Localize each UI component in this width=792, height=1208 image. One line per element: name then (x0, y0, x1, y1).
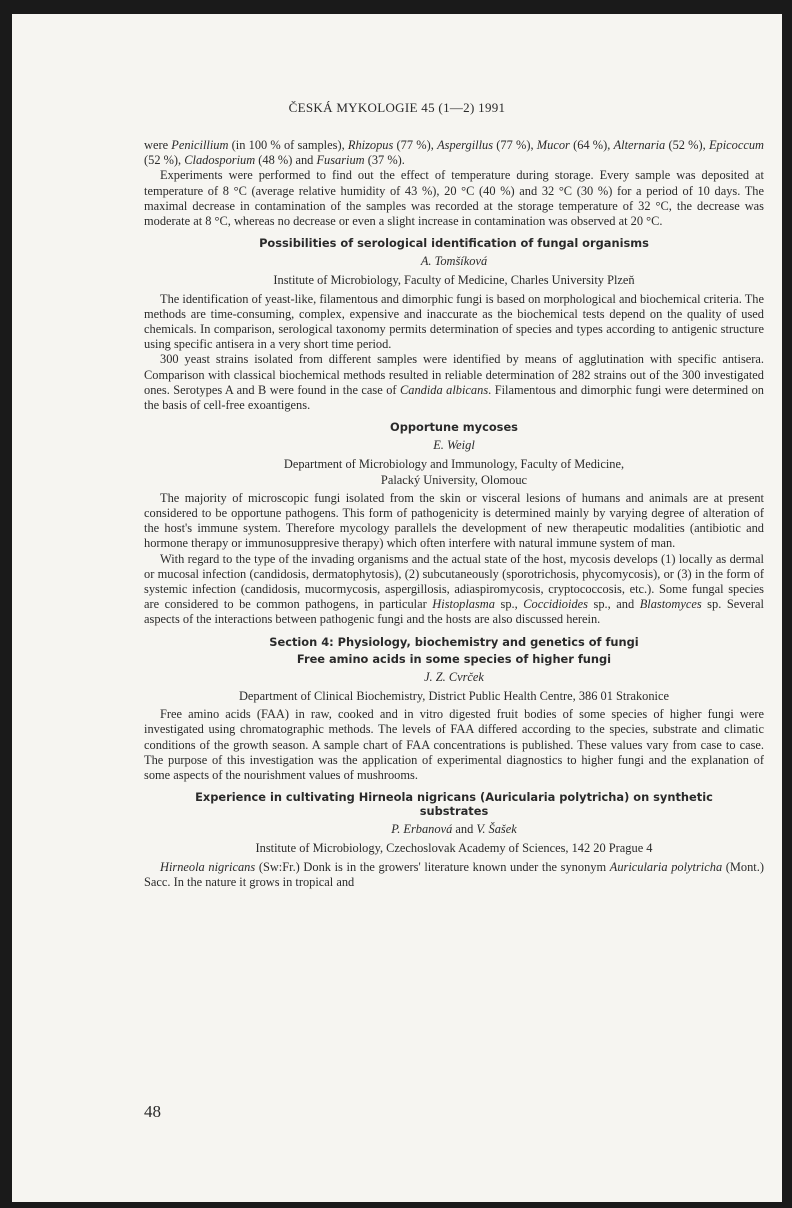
section-title: Section 4: Physiology, biochemistry and genetics of fungi (269, 634, 639, 649)
article3-paragraph-1: Free amino acids (FAA) in raw, cooked and in vitro digested fruit bodies of some species of higher fungi were investigated using chromatographic methods. The levels of FAA differed according to the species, substrate and climatic conditions of the growth season. A sample chart of FAA concentrations is published. These values vary from case to case. The purpose of this investigation was the application of experimental diagnostics to higher fungi and the explanation of some aspects of the nourishment values of mushrooms. (144, 707, 764, 782)
article-title-free-amino-acids: Free amino acids in some species of higher fungi (296, 651, 612, 666)
affiliation-line-2: Palacký University, Olomouc (380, 472, 528, 487)
page-number: 48 (144, 1102, 161, 1121)
intro-paragraph-2: Experiments were performed to find out the effect of temperature during storage. Every sample was deposited at temperature of 8 °C (average relative humidity of 43 %), 20 °C (40 %) and 32 °C (30 %) for a period of 10 days. The maximal decrease in contamination of the samples was recorded at the storage temperature of 32 °C, the decrease was moderate at 8 °C, whereas no decrease or even a slight increase in contamination was observed at 20 °C. (144, 168, 764, 229)
article-affiliation-strakonice: Department of Clinical Biochemistry, District Public Health Centre, 386 01 Strakonice (238, 688, 670, 703)
intro-paragraph-1: were Penicillium (in 100 % of samples), Rhizopus (77 %), Aspergillus (77 %), Mucor (64 %), Alternaria (52 %), Epicoccum (52 %), Cladosporium (48 %) and Fusarium (37 %). (144, 138, 764, 168)
article1-paragraph-1: The identification of yeast-like, filamentous and dimorphic fungi is based on morphological and biochemical criteria. The methods are time-consuming, complex, expensive and inaccurate as the biochemical tests depend on the quality of used chemicals. In comparison, serological taxonomy permits determination of species and types according to antigenic structure using specific antisera in a very short time period. (144, 291, 764, 352)
article-affiliation-prague: Institute of Microbiology, Czechoslovak Academy of Sciences, 142 20 Prague 4 (255, 841, 653, 856)
article-author-weigl: E. Weigl (433, 438, 475, 453)
affiliation-line-1: Department of Microbiology and Immunology, Faculty of Medicine, (283, 457, 625, 472)
article-author-tomsikova: A. Tomšíková (420, 254, 488, 269)
page-content (144, 138, 764, 890)
article-title-serological: Possibilities of serological identification of fungal organisms (259, 236, 649, 251)
title-line-2: substrates (419, 804, 489, 819)
article-affiliation-plzen: Institute of Microbiology, Faculty of Medicine, Charles University Plzeň (273, 273, 635, 288)
article-title-opportune-mycoses: Opportune mycoses (390, 420, 518, 435)
title-line-1: Experience in cultivating Hirneola nigricans (Auricularia polytricha) on synthetic (195, 790, 713, 805)
article-affiliation-olomouc (144, 457, 764, 487)
article2-paragraph-2: With regard to the type of the invading organisms and the actual state of the host, mycosis develops (1) locally as dermal or mucosal infection (candidosis, dermatophytosis), (2) subcutaneously (sporotrichosis, phycomycosis), or (3) in the form of systemic infection (candidosis, mucormycosis, aspergillosis, adiaspiromycosis, cryptococcosis, etc.). Some fungal species are considered to be common pathogens, in particular Histoplasma sp., Coccidioides sp., and Blastomyces sp. Several aspects of the interactions between pathogenic fungi and the hosts are also discussed herein. (144, 551, 764, 627)
article4-paragraph-1: Hirneola nigricans (Sw:Fr.) Donk is in the growers' literature known under the synonym Auricularia polytricha (Mont.) Sacc. In the nature it grows in tropical and (144, 859, 764, 889)
article2-paragraph-1: The majority of microscopic fungi isolated from the skin or visceral lesions of humans and animals are at present considered to be opportune pathogens. This form of pathogenicity is determined mainly by varying degree of alteration of the host's immune system. Therefore mycology parallels the development of new therapeutic modalities (antibiotic and hormone therapy or immunosuppresive therapy) which often interfere with natural immune system of man. (144, 490, 764, 551)
article1-paragraph-2: 300 yeast strains isolated from different samples were identified by means of agglutination with specific antisera. Comparison with classical biochemical methods resulted in reliable determination of 282 strains out of the 300 investigated ones. Serotypes A and B were found in the case of Candida albicans. Filamentous and dimorphic fungi were determined on the basis of cell-free exoantigens. (144, 352, 764, 413)
journal-page (12, 14, 782, 1202)
running-header: ČESKÁ MYKOLOGIE 45 (1—2) 1991 (288, 100, 506, 115)
article-author-cvrcek: J. Z. Cvrček (424, 669, 484, 684)
article-title-hirneola (144, 790, 764, 818)
article-author-erbanova-sasek: P. Erbanová and V. Šašek (391, 822, 517, 837)
